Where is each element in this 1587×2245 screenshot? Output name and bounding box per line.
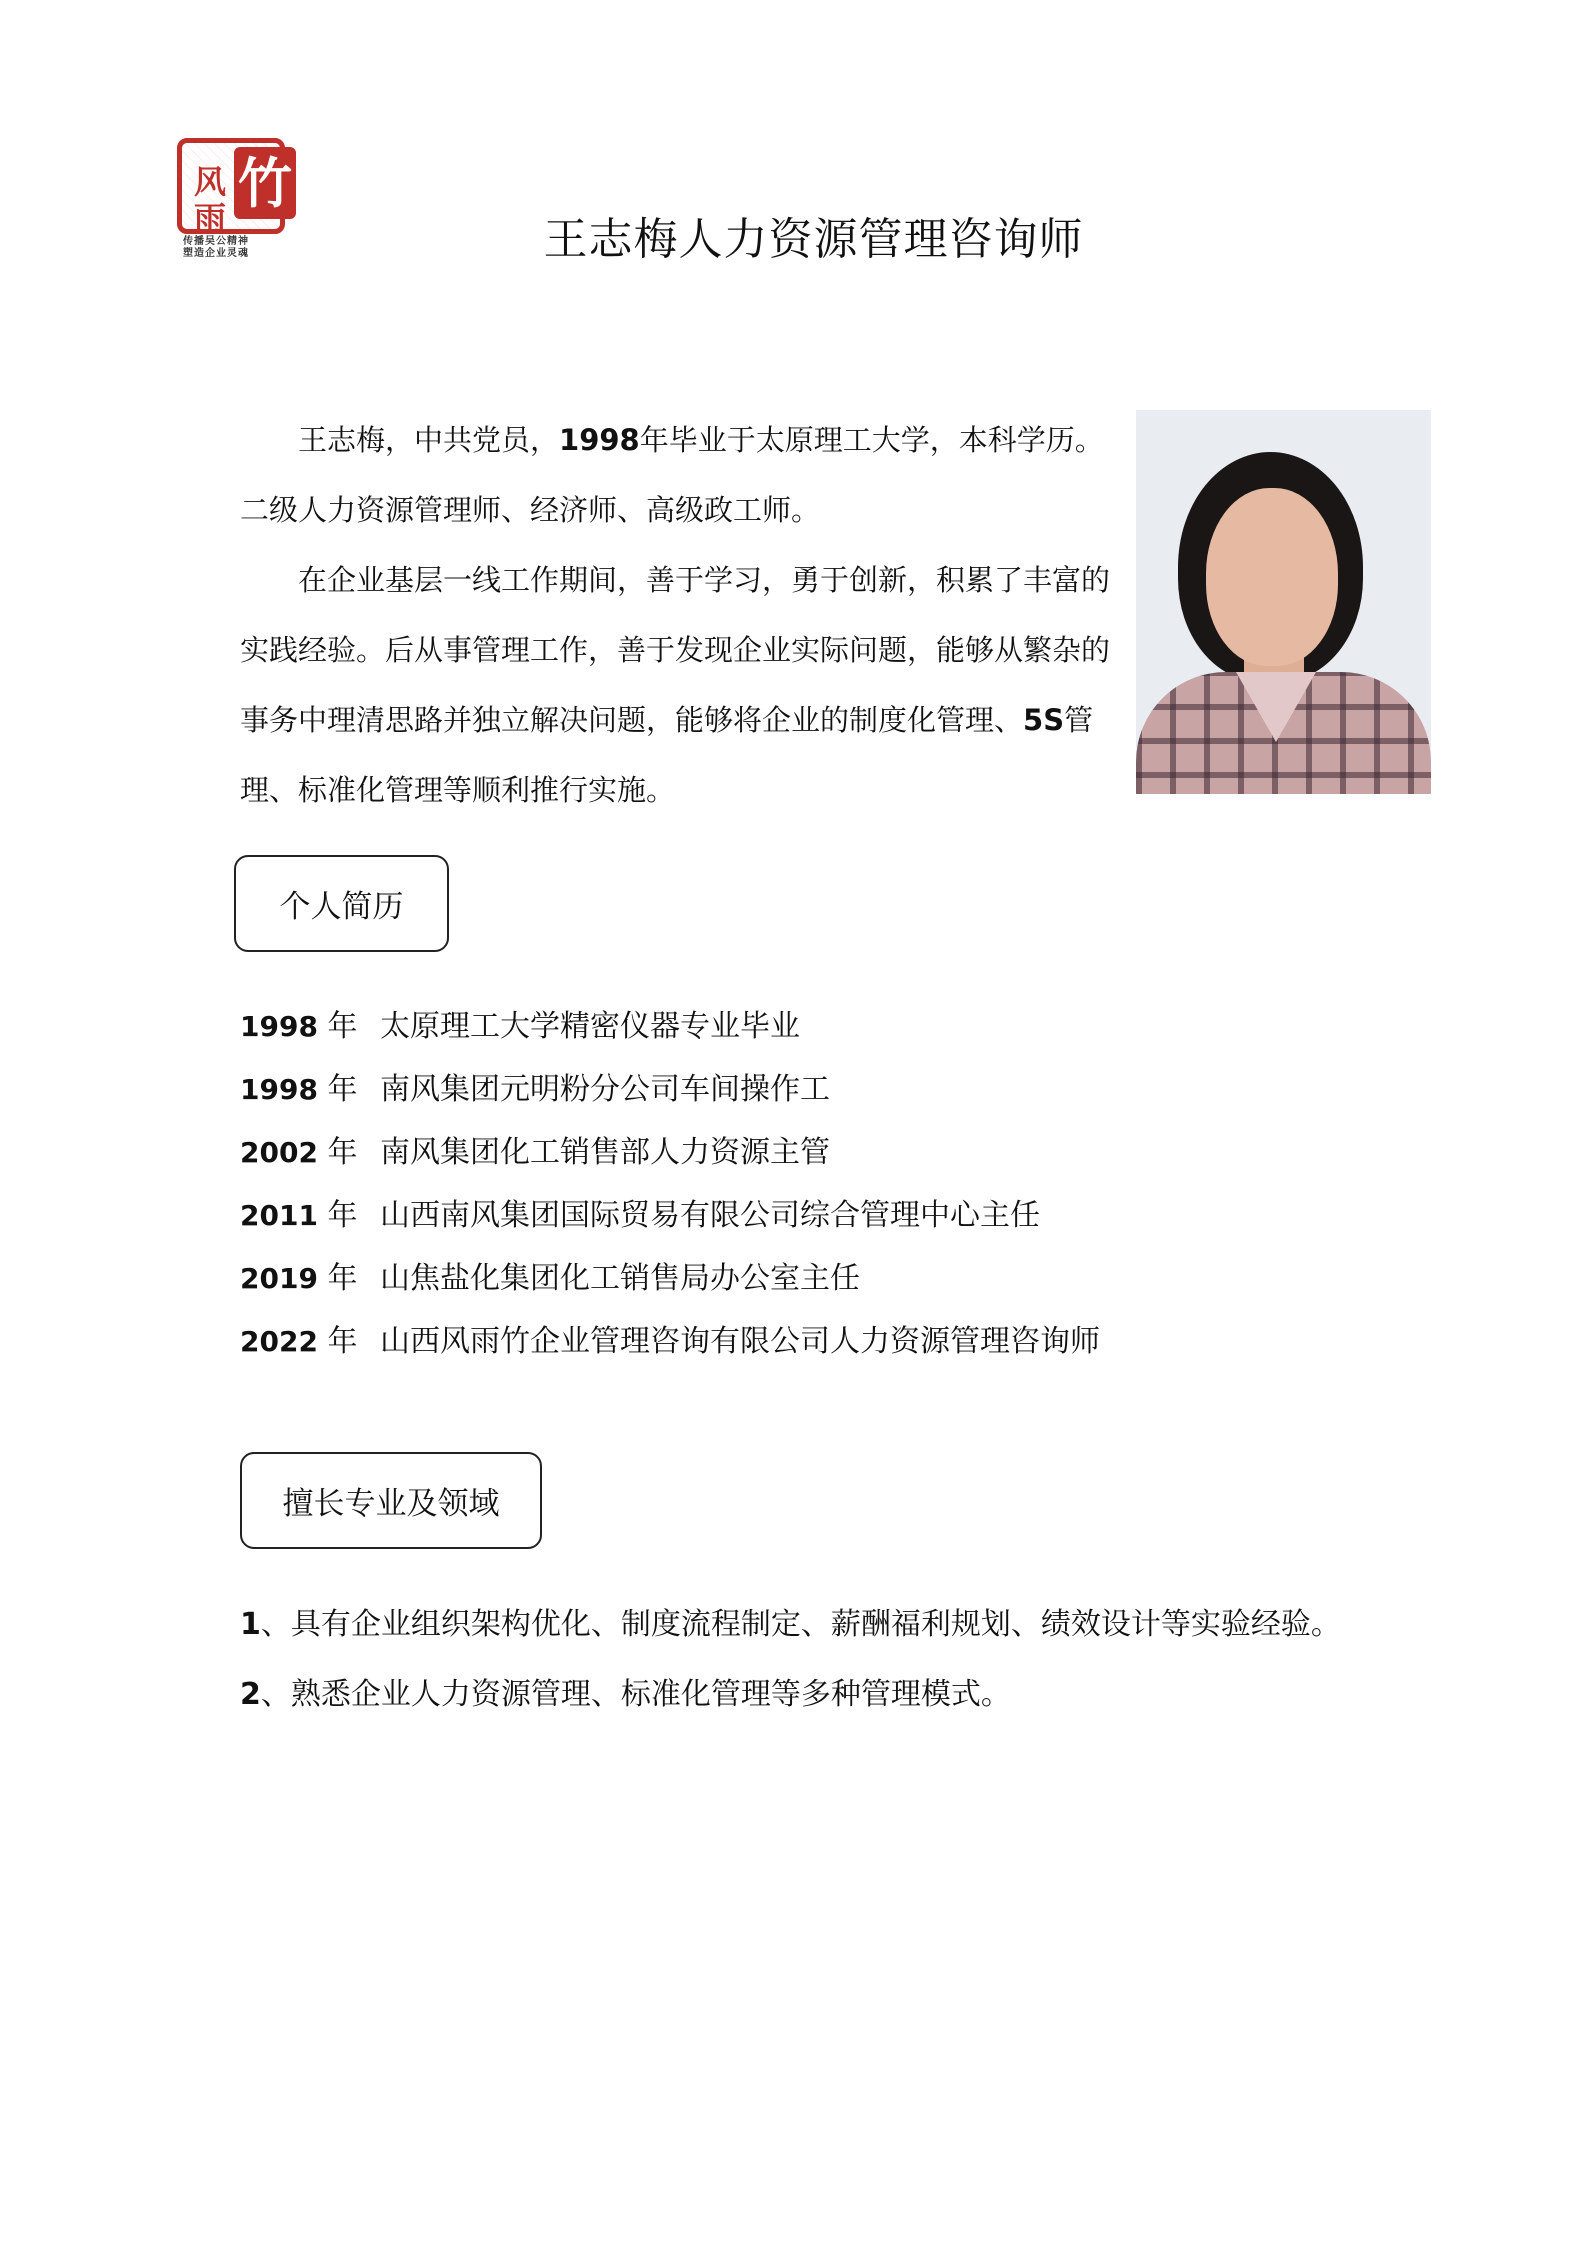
intro-text: 管理、标准化管理等顺利推行实施。 (240, 703, 1094, 807)
intro-5s: 5S (1023, 703, 1065, 737)
logo-char-yu: 雨 (194, 199, 227, 237)
year-unit: 年 (327, 1261, 358, 1296)
intro-paragraph (240, 405, 1110, 545)
skill-item (240, 1590, 1370, 1660)
timeline-text: 山焦盐化集团化工销售局办公室主任 (380, 1261, 860, 1296)
year-unit: 年 (327, 1198, 358, 1233)
intro-text: 王志梅，中共党员， (298, 423, 560, 457)
resume-timeline (240, 995, 1340, 1373)
timeline-row (240, 995, 1340, 1058)
year-number: 1998 (240, 1073, 318, 1106)
section-heading-skills: 擅长专业及领域 (240, 1452, 542, 1549)
timeline-text: 山西南风集团国际贸易有限公司综合管理中心主任 (380, 1198, 1040, 1233)
timeline-year (240, 1184, 380, 1247)
timeline-row (240, 1121, 1340, 1184)
intro-text: 年毕业于太原理工大学，本科学历。二级人力资源管理师、经济师、高级政工师。 (240, 423, 1104, 527)
year-number: 2019 (240, 1262, 318, 1295)
timeline-row (240, 1184, 1340, 1247)
skill-number: 2 (240, 1677, 261, 1712)
year-unit: 年 (327, 1324, 358, 1359)
timeline-year (240, 1121, 380, 1184)
skill-item (240, 1660, 1370, 1730)
timeline-row (240, 1310, 1340, 1373)
timeline-year (240, 1058, 380, 1121)
timeline-row (240, 1247, 1340, 1310)
year-number: 2022 (240, 1325, 318, 1358)
intro-paragraph (240, 545, 1110, 825)
timeline-text: 南风集团化工销售部人力资源主管 (380, 1135, 830, 1170)
intro-text: 在企业基层一线工作期间，善于学习，勇于创新，积累了丰富的实践经验。后从事管理工作，善于发现企业实际问题，能够从繁杂的事务中理清思路并独立解决问题，能够将企业的制度化管理、 (240, 563, 1111, 737)
skill-text: 、熟悉企业人力资源管理、标准化管理等多种管理模式。 (260, 1677, 1011, 1712)
logo-slogan-line: 传播吴公精神 (183, 236, 249, 247)
timeline-text: 山西风雨竹企业管理咨询有限公司人力资源管理咨询师 (380, 1324, 1100, 1359)
year-number: 2011 (240, 1199, 318, 1232)
timeline-text: 南风集团元明粉分公司车间操作工 (380, 1072, 830, 1107)
intro-year: 1998 (559, 423, 640, 457)
section-heading-resume: 个人简历 (234, 855, 449, 952)
intro-section (240, 405, 1110, 825)
logo-char-feng: 风 (194, 163, 227, 201)
profile-photo (1136, 410, 1431, 794)
year-number: 1998 (240, 1010, 318, 1043)
skill-text: 、具有企业组织架构优化、制度流程制定、薪酬福利规划、绩效设计等实验经验。 (260, 1607, 1341, 1642)
year-unit: 年 (327, 1009, 358, 1044)
logo-slogan-line: 塑造企业灵魂 (183, 248, 249, 259)
timeline-year (240, 995, 380, 1058)
skill-number: 1 (240, 1607, 261, 1642)
skills-list (240, 1590, 1370, 1730)
timeline-row (240, 1058, 1340, 1121)
page-title: 王志梅人力资源管理咨询师 (543, 214, 1084, 265)
timeline-year (240, 1310, 380, 1373)
year-number: 2002 (240, 1136, 318, 1169)
logo-char-zhu: 竹 (234, 147, 296, 219)
timeline-year (240, 1247, 380, 1310)
year-unit: 年 (327, 1072, 358, 1107)
year-unit: 年 (327, 1135, 358, 1170)
timeline-text: 太原理工大学精密仪器专业毕业 (380, 1009, 800, 1044)
photo-face (1206, 488, 1338, 666)
photo-collar (1236, 672, 1316, 742)
